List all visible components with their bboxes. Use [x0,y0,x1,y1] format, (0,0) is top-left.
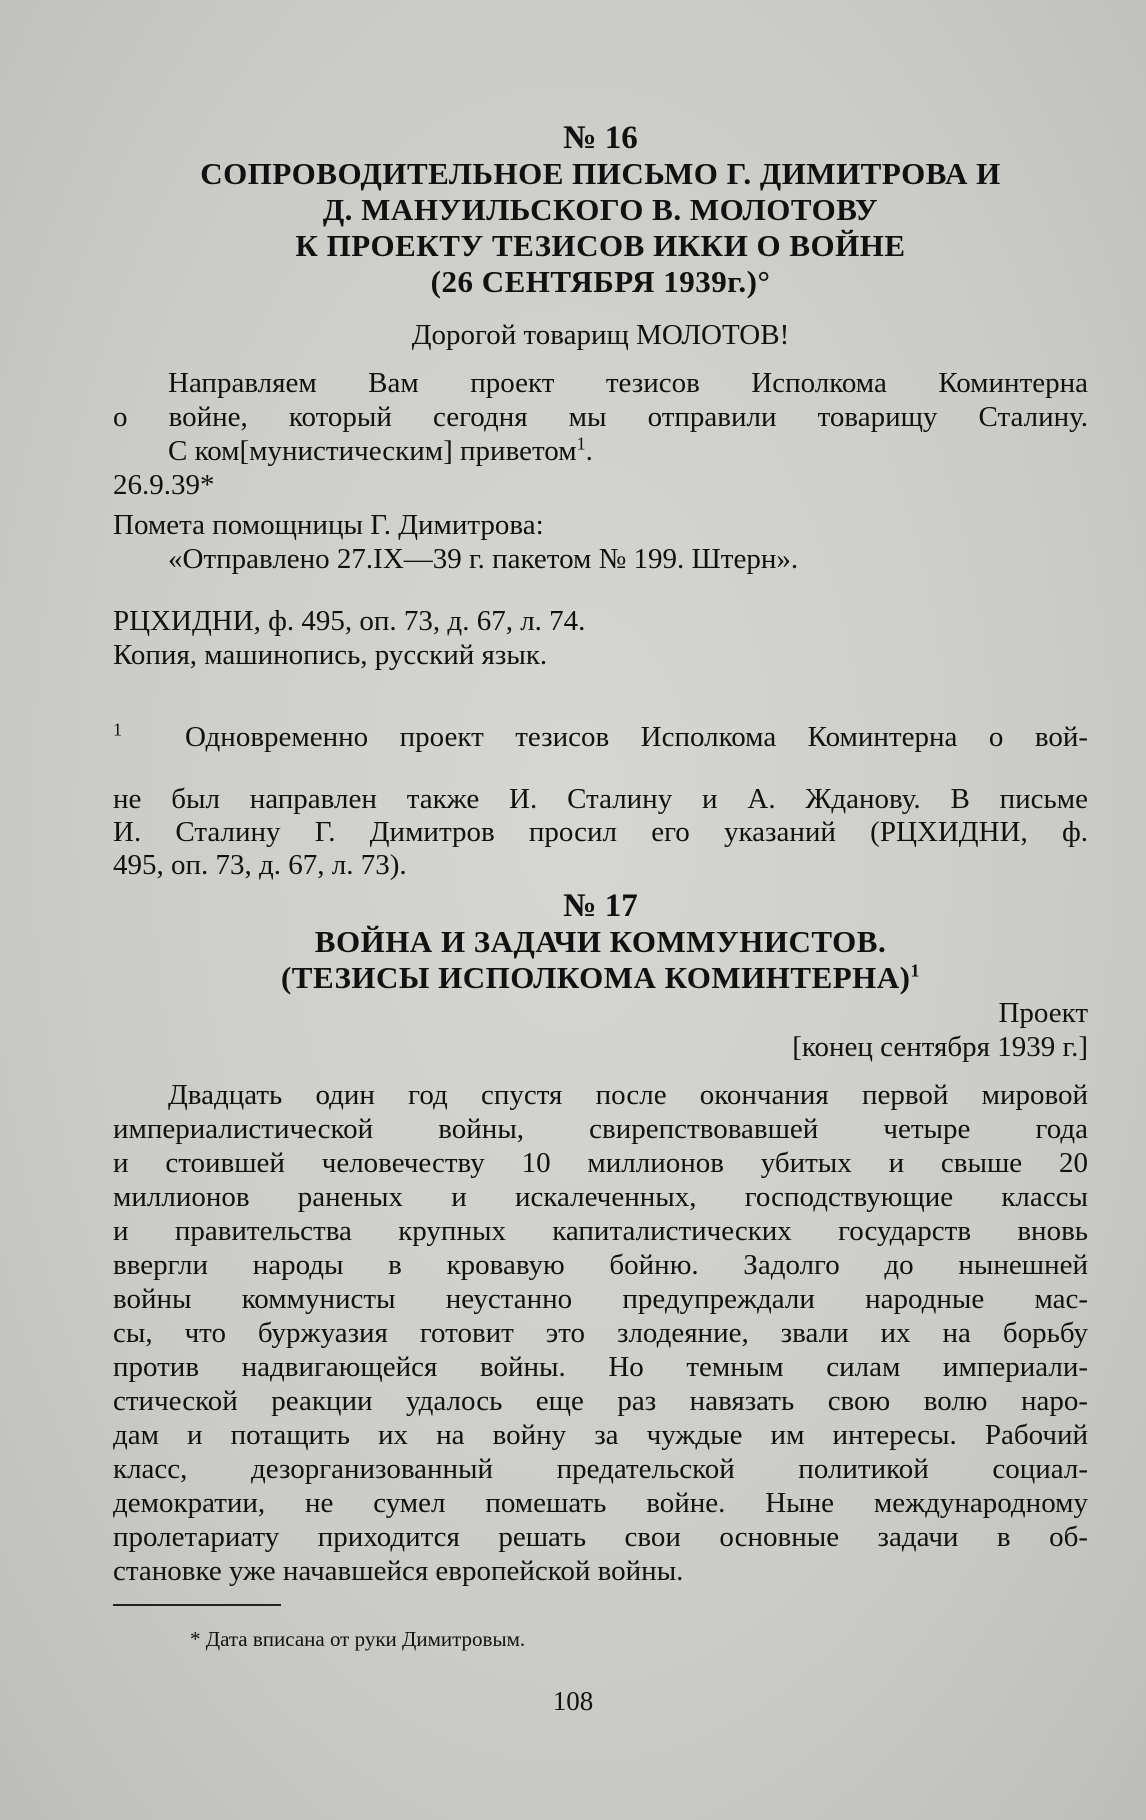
paragraph-line: стической реакции удалось еще раз навязать свою волю наро- [113,1385,1088,1417]
letter-body-line-2: о войне, который сегодня мы отправили товарищу Сталину. [113,401,1088,433]
doc16-number: № 16 [563,120,638,156]
doc16-title-line-4: (26 СЕНТЯБРЯ 1939г.)° [430,264,771,299]
paragraph-line: дам и потащить их на войну за чуждые им интересы. Рабочий [113,1419,1088,1451]
footnote-marker: 1 [113,719,122,740]
bottom-footnote: * Дата вписана от руки Димитровым. [190,1627,526,1651]
paragraph-line: сы, что буржуазия готовит это злодеяние, звали их на борьбу [113,1317,1088,1349]
archive-reference: РЦХИДНИ, ф. 495, оп. 73, д. 67, л. 74. [113,605,586,637]
greeting: С ком[мунистическим] приветом$^1$. [168,433,593,467]
doc17-header [113,888,1088,1064]
salutation: Дорогой товарищ МОЛОТОВ! [411,319,790,351]
letter-date: 26.9.39* [113,469,215,501]
note-text: «Отправлено 27.IX—39 г. пакетом № 199. Штерн». [168,543,799,575]
page-number: 108 [552,1686,594,1716]
greeting-footnote-ref: 1 [576,433,586,454]
paragraph-line: класс, дезорганизованный предательской политикой социал- [113,1453,1088,1485]
footnote-line-1: $^1$ Одновременно проект тезисов Исполкома Коминтерна о вой- [113,719,1088,753]
paragraph-line: демократии, не сумел помешать войне. Ныне международному [113,1487,1088,1519]
footnote-line-4: 495, оп. 73, д. 67, л. 73). [113,849,407,881]
paragraph-line: империалистической войны, свирепствовавшей четыре года [113,1113,1088,1145]
note-label: Помета помощницы Г. Димитрова: [113,509,544,541]
doc16-letter [113,318,1088,672]
footnote-line-2: не был направлен также И. Сталину и А. Жданову. В письме [113,783,1088,815]
doc17-title-line-1: ВОЙНА И ЗАДАЧИ КОММУНИСТОВ. [314,924,887,959]
paragraph-line: становке уже начавшейся европейской войны. [113,1555,684,1587]
letter-body-line-1: Направляем Вам проект тезисов Исполкома Коминтерна [168,367,1088,399]
doc17-number: № 17 [563,888,638,924]
paragraph-line: и правительства крупных капиталистических государств вновь [113,1215,1088,1247]
doc17-title-line-2: (ТЕЗИСЫ ИСПОЛКОМА КОМИНТЕРНА)$^1$ [280,960,921,995]
paragraph-line: против надвигающейся войны. Но темным силам империали- [113,1351,1088,1383]
doc16-footnote [113,692,1088,882]
doc17-paragraph [113,1078,1088,1588]
doc17-date: [конец сентября 1939 г.] [792,1031,1088,1063]
paragraph-line: и стоившей человечеству 10 миллионов убитых и свыше 20 [113,1147,1088,1179]
draft-label: Проект [998,997,1088,1029]
paragraph-line: Двадцать один год спустя после окончания первой мировой [168,1079,1088,1111]
paragraph-line: миллионов раненых и искалеченных, господствующие классы [113,1181,1088,1213]
doc16-title-line-3: К ПРОЕКТУ ТЕЗИСОВ ИККИ О ВОЙНЕ [295,228,906,263]
footnote-divider [113,1604,281,1606]
doc17-title-footnote-ref: 1 [910,960,921,981]
doc16-header [113,120,1088,300]
copy-note: Копия, машинопись, русский язык. [113,639,548,671]
paragraph-line: пролетариату приходится решать свои основные задачи в об- [113,1521,1088,1553]
paragraph-line: ввергли народы в кровавую бойню. Задолго до нынешней [113,1249,1088,1281]
doc16-title-line-1: СОПРОВОДИТЕЛЬНОЕ ПИСЬМО Г. ДИМИТРОВА И [200,156,1001,191]
paragraph-line: войны коммунисты неустанно предупреждали народные мас- [113,1283,1088,1315]
footnote-line-3: И. Сталину Г. Димитров просил его указаний (РЦХИДНИ, ф. [113,816,1088,848]
doc16-title-line-2: Д. МАНУИЛЬСКОГО В. МОЛОТОВУ [322,192,879,227]
